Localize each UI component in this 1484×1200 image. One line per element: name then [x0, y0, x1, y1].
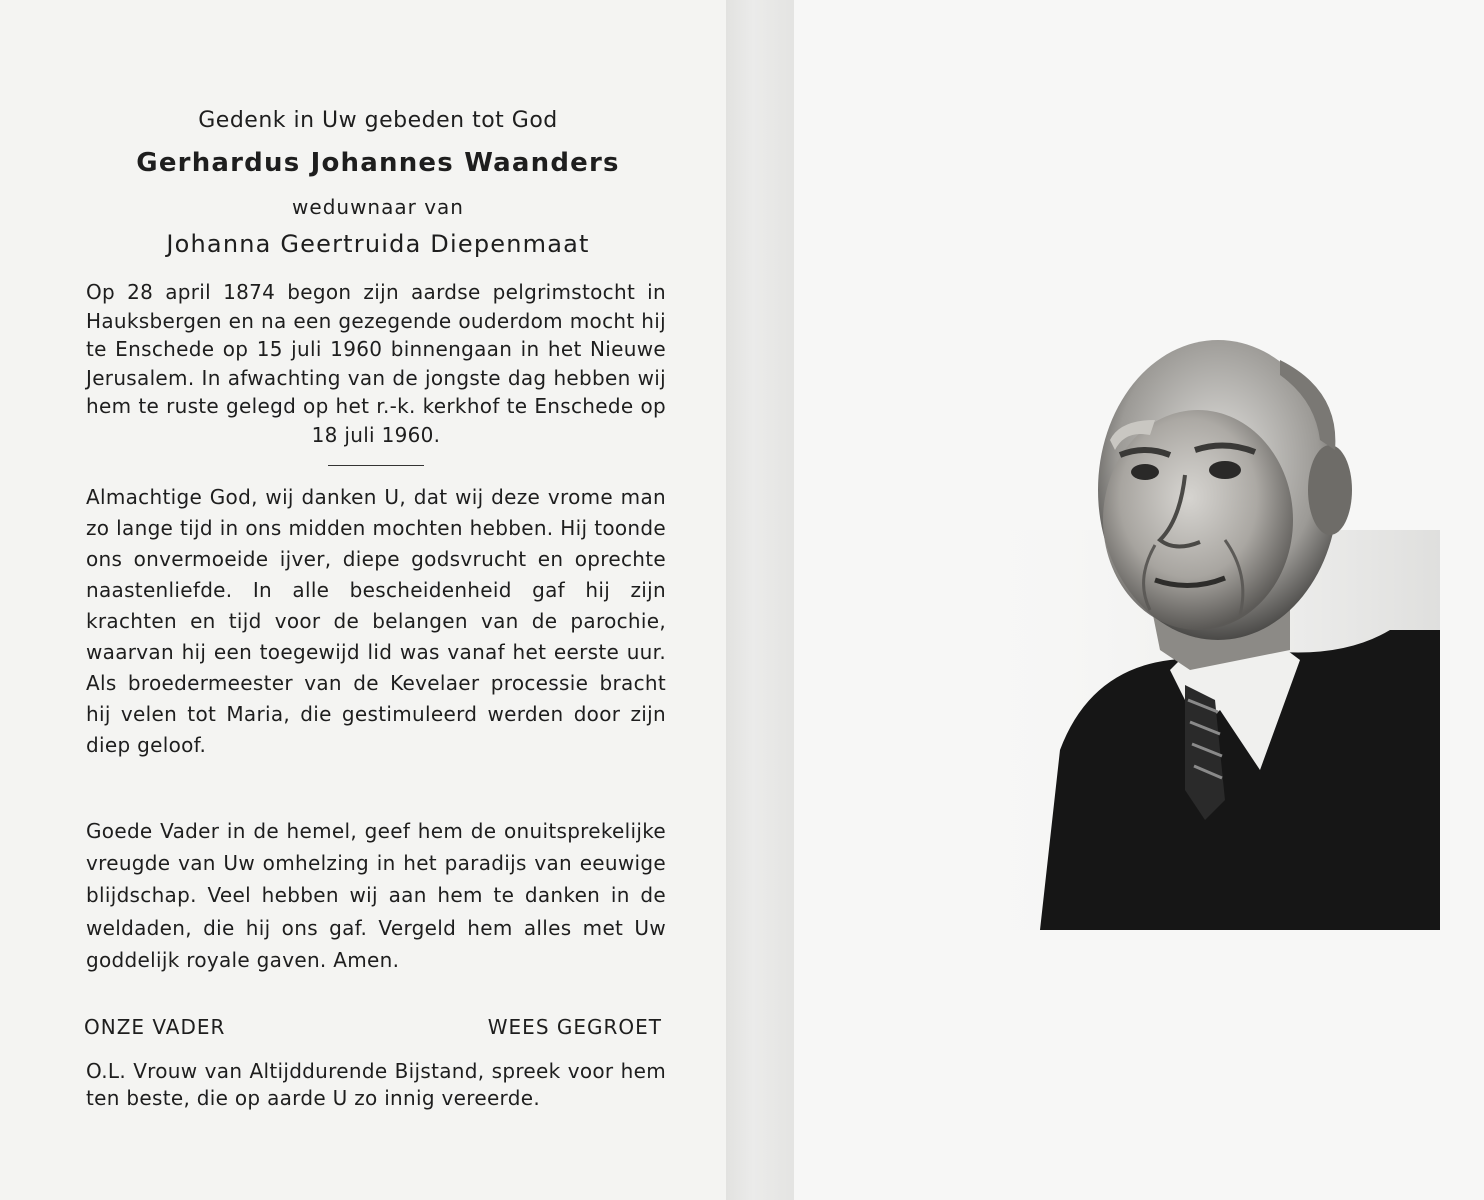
left-page [0, 0, 726, 1200]
closing-prayers [84, 1015, 662, 1045]
relation-line: weduwnaar van [292, 195, 464, 219]
wees-gegroet-label: WEES GEGROET [487, 1015, 662, 1039]
biography-paragraph: Op 28 april 1874 begon zijn aardse pelgrimstocht in Hauksbergen en na een gezegende ouderdom mocht hij te Enschede op 15 juli 1960 binnengaan in het Nieuwe Jerusalem. In afwachting van de jongste dag hebben wij hem te ruste gelegd op het r.-k. kerkhof te Enschede op 18 juli 1960. [86, 280, 666, 447]
invocation-paragraph: O.L. Vrouw van Altijddurende Bijstand, spreek voor hem ten beste, die op aarde U zo innig vereerde. [86, 1059, 666, 1110]
card-fold [726, 0, 794, 1200]
portrait-photo [960, 330, 1440, 930]
onze-vader-label: ONZE VADER [84, 1015, 226, 1039]
deceased-name: Gerhardus Johannes Waanders [136, 148, 620, 178]
prayer-paragraph-2: Goede Vader in de hemel, geef hem de onuitsprekelijke vreugde van Uw omhelzing in het paradijs van eeuwige blijdschap. Veel hebben wij aan hem te danken in de weldaden, die hij ons gaf. Vergeld hem alles met Uw goddelijk royale gaven. Amen. [86, 819, 666, 972]
prayer-paragraph-1: Almachtige God, wij danken U, dat wij deze vrome man zo lange tijd in ons midden mochten hebben. Hij toonde ons onvermoeide ijver, diepe godsvrucht en oprechte naastenliefde. In alle bescheidenheid gaf hij zijn krachten en tijd voor de belangen van de parochie, waarvan hij een toegewijd lid was vanaf het eerste uur. Als broedermeester van de Kevelaer processie bracht hij velen tot Maria, die gestimuleerd werden door zijn diep geloof. [86, 485, 666, 757]
spouse-name: Johanna Geertruida Diepenmaat [166, 230, 590, 258]
divider [328, 465, 424, 466]
intro-line: Gedenk in Uw gebeden tot God [198, 108, 558, 133]
